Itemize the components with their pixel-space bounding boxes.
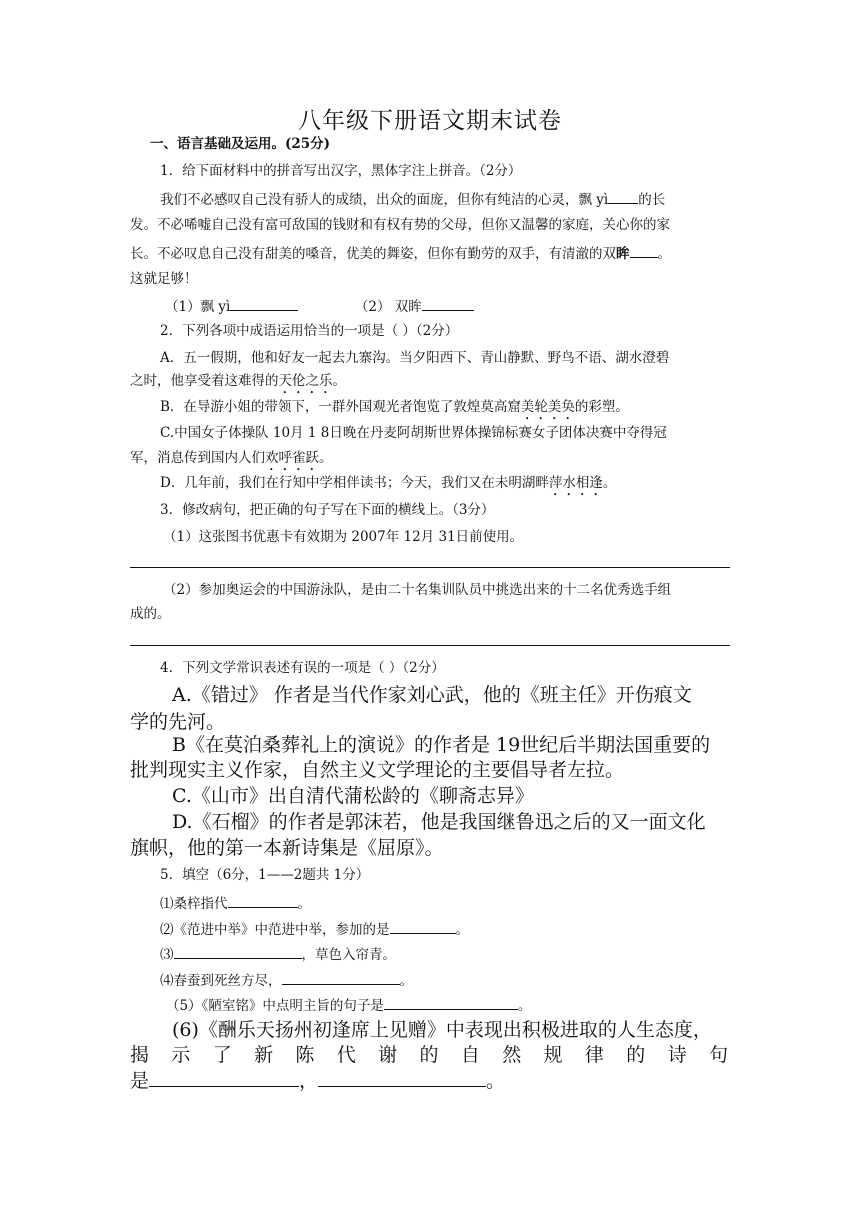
- answer-line[interactable]: [130, 567, 730, 568]
- blank[interactable]: [149, 1068, 299, 1087]
- section-heading: 一、语言基础及运用。(25分): [150, 136, 331, 152]
- page-title: 八年级下册语文期末试卷: [298, 108, 562, 134]
- q2-text: 之时，他享受着这难得的: [130, 373, 279, 389]
- q4-option-b: B《在莫泊桑葬礼上的演说》的作者是 19世纪后半期法国重要的: [172, 734, 711, 756]
- answer-blank[interactable]: [422, 296, 474, 311]
- blank[interactable]: [228, 893, 298, 908]
- q2-text: 。: [332, 373, 346, 389]
- q1-answer-label: （1）飘 yì: [165, 299, 231, 315]
- q1-text: 长。不必叹息自己没有甜美的嗓音，优美的舞姿，但你有勤劳的双手，有清澈的双: [130, 246, 616, 262]
- q1-text: 的长: [638, 192, 666, 208]
- idiom-dotted: 美轮美奂: [520, 399, 575, 415]
- q4-option-d: D.《石榴》的作者是郭沫若，他是我国继鲁迅之后的又一面文化: [172, 811, 706, 833]
- q3-sentence-2: （2）参加奥运会的中国游泳队，是由二十名集训队员中挑选出来的十二名优秀选手组: [163, 582, 672, 598]
- q5-item-3: [160, 944, 760, 964]
- q5-text: 。: [517, 998, 532, 1014]
- q3-sentence-1: （1）这张图书优惠卡有效期为 2007年 12月 31日前使用。: [163, 529, 524, 545]
- q5-item-6-cont: 揭示了新陈代谢的自然规律的诗句: [130, 1044, 728, 1066]
- idiom-dotted: 萍水相逢: [548, 475, 603, 491]
- q5-text: ⑶: [160, 947, 174, 963]
- q5-stem: 5．填空（6分，1——2题共 1分）: [160, 867, 370, 883]
- q5-item-1: [160, 893, 760, 913]
- q2-option-d: [160, 474, 760, 499]
- q5-text: 。: [455, 922, 469, 938]
- q2-stem: 2．下列各项中成语运用恰当的一项是（ ）（2分）: [160, 323, 459, 339]
- idiom-dotted: 天伦之乐: [278, 373, 333, 389]
- q1-stem: 1．给下面材料中的拼音写出汉字，黑体字注上拼音。（2分）: [160, 163, 522, 179]
- q5-item-4: [160, 970, 760, 990]
- q1-passage-line: 发。不必唏嘘自己没有富可敌国的钱财和有权有势的父母，但你又温馨的家庭，关心你的家: [130, 217, 670, 233]
- q1-passage-line: [130, 243, 730, 263]
- q2-option-c: C.中国女子体操队 10月 1 8日晚在丹麦阿胡斯世界体操锦标赛女子团体决赛中夺得冠: [160, 425, 667, 441]
- q5-text: 。: [399, 973, 413, 989]
- q4-option-d-cont: 旗帜，他的第一本新诗集是《屈原》。: [130, 837, 444, 859]
- blank[interactable]: [390, 919, 456, 934]
- q5-text: ，草色入帘青。: [301, 947, 396, 963]
- blank[interactable]: [608, 189, 638, 204]
- answer-blank[interactable]: [230, 296, 298, 311]
- q2-option-a: A．五一假期，他和好友一起去九寨沟。当夕阳西下、青山静默、野鸟不语、湖水澄碧: [160, 350, 670, 366]
- q5-text: （5）《陋室铭》中点明主旨的句子是: [166, 998, 384, 1014]
- q5-text: ⑵《范进中举》中范进中举，参加的是: [160, 922, 390, 938]
- q2-option-a-cont: [130, 372, 730, 397]
- q4-option-a-cont: 学的先河。: [130, 711, 226, 733]
- q5-item-6-answer: [130, 1068, 730, 1093]
- blank[interactable]: [630, 243, 658, 258]
- q5-text: ，: [299, 1070, 319, 1092]
- q2-text: 。: [319, 450, 333, 466]
- q5-item-6: (6)《酬乐天扬州初逢席上见赠》中表现出积极进取的人生态度，: [172, 1019, 712, 1041]
- q4-stem: 4．下列文学常识表述有误的一项是（ ）（2分）: [160, 660, 445, 676]
- q3-stem: 3．修改病句，把正确的句子写在下面的横线上。（3分）: [160, 502, 495, 518]
- q5-item-5: [166, 995, 766, 1015]
- q4-option-c: C.《山市》出自清代蒲松龄的《聊斋志异》: [172, 785, 534, 807]
- q3-sentence-2-cont: 成的。: [130, 606, 171, 622]
- q2-text: D．几年前，我们在行知中学相伴读书；今天，我们又在未明湖畔: [160, 475, 549, 491]
- q1-answer-label: （2） 双眸: [354, 299, 422, 315]
- idiom-dotted: 欢呼雀跃: [265, 450, 319, 466]
- q5-text: ⑴桑梓指代: [160, 896, 228, 912]
- q2-text: 。: [602, 475, 617, 491]
- q2-option-c-cont: [130, 449, 730, 474]
- blank[interactable]: [318, 1068, 486, 1087]
- q1-bold-char: 眸: [616, 246, 630, 262]
- q1-text: 我们不必感叹自己没有骄人的成绩，出众的面庞，但你有纯洁的心灵，飘 yì: [160, 192, 609, 208]
- q5-text: 。: [297, 896, 311, 912]
- q4-option-a: A.《错过》 作者是当代作家刘心武，他的《班主任》开伤痕文: [172, 684, 692, 706]
- q1-text: 。: [657, 246, 671, 262]
- q5-text: ⑷春蚕到死丝方尽，: [160, 973, 282, 989]
- q5-text: 。: [486, 1070, 506, 1092]
- q2-text: B．在导游小姐的带领下，一群外国观光者饱览了敦煌莫高窟: [160, 399, 521, 415]
- q1-answer-line: [165, 296, 765, 316]
- q2-option-b: [160, 398, 760, 423]
- q2-text: 的彩塑。: [574, 399, 629, 415]
- q4-option-b-cont: 批判现实主义作家，自然主义文学理论的主要倡导者左拉。: [130, 759, 625, 781]
- q1-passage-line: 这就足够！: [130, 271, 198, 287]
- q5-text: 是: [130, 1070, 150, 1092]
- blank[interactable]: [282, 970, 400, 985]
- q5-item-2: [160, 919, 760, 939]
- answer-line[interactable]: [130, 645, 730, 646]
- q1-passage-line: [160, 189, 730, 209]
- blank[interactable]: [384, 995, 518, 1010]
- q2-text: 军，消息传到国内人们: [130, 450, 265, 466]
- blank[interactable]: [174, 944, 302, 959]
